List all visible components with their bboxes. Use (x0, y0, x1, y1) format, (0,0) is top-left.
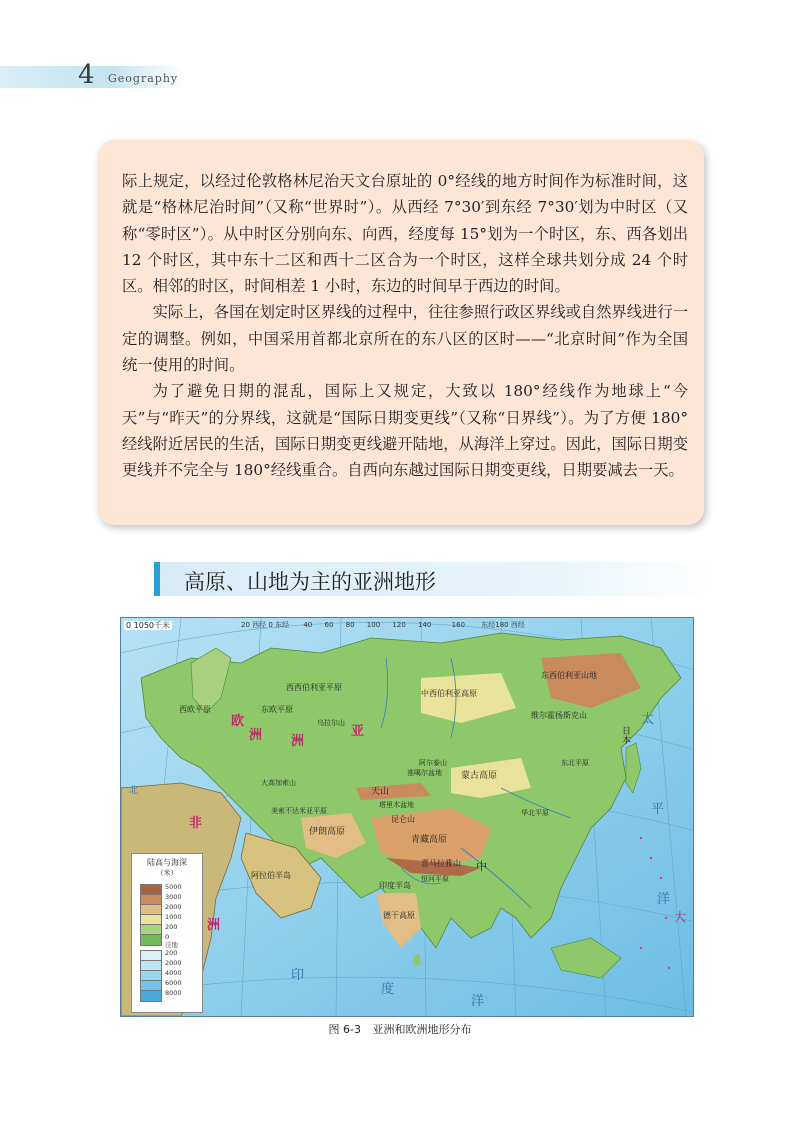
paragraph-2: 实际上，各国在划定时区界线的过程中，往往参照行政区界线或自然界线进行一定的调整。例如，中国采用首都北京所在的东八区的区时——“北京时间”作为全国统一使用的时间。 (122, 303, 688, 375)
map-label-africa: 非 (189, 816, 203, 831)
legend-label-land: 1000 (165, 913, 182, 921)
legend-swatch-sea (140, 990, 162, 1002)
map-label-pacific-2: 平 (651, 802, 665, 817)
map-label-ganges: 恒河平原 (421, 875, 449, 883)
map-label-pacific: 太 (641, 712, 655, 727)
map-label-europe: 欧 (231, 714, 245, 729)
asia-europe-terrain-map (120, 617, 694, 1017)
deg-label: 80 (345, 621, 355, 629)
map-label-africa-2: 洲 (207, 918, 221, 933)
paragraph-3: 为了避免日期的混乱，国际上又规定，大致以 180°经线作为地球上“今天”与“昨天”的分界线，这就是“国际日期变更线”（又称“日界线”）。为了方便 180°经线附近居民的生活，国际日期变更线避开陆地，从海洋上穿过。因此，国际日期变更线并不完全与 180°经线重合。自西向东越过国际日期变更线，日期要减去一天。 (122, 382, 688, 480)
map-label-deccan: 德干高原 (383, 911, 415, 920)
legend-label-land: 3000 (165, 893, 182, 901)
top-degree-labels (241, 620, 525, 630)
map-label-indian-ocean-2: 度 (381, 982, 395, 997)
section-header (154, 562, 714, 596)
map-label-junggar: 准噶尔盆地 (407, 769, 442, 777)
deg-label: 100 (366, 621, 381, 629)
legend-label-depression: 洼地 (165, 941, 178, 949)
map-label-japan: 日本 (620, 726, 630, 744)
map-label-ural: 乌拉尔山 (317, 719, 345, 727)
legend-label-sea: 6000 (165, 979, 182, 987)
legend-label-sea: 4000 (165, 969, 182, 977)
elevation-legend (131, 853, 203, 1013)
deg-label: 40 (303, 621, 313, 629)
deg-label: 西经 (252, 621, 267, 629)
page-subject: Geography (108, 72, 179, 85)
map-label-tarim: 塔里木盆地 (379, 801, 414, 809)
map-label-mesopotamia: 美索不达米亚平原 (271, 807, 327, 815)
deg-label: 20 (241, 621, 250, 629)
map-scale (124, 620, 172, 631)
map-label-kunlun: 昆仑山 (391, 815, 415, 824)
map-label-indian-peninsula: 印度半岛 (379, 881, 411, 890)
map-label-altai: 阿尔泰山 (419, 759, 447, 767)
map-label-caucasus: 大高加索山 (261, 779, 296, 787)
deg-label: 60 (324, 621, 334, 629)
info-box (98, 140, 704, 525)
map-label-indian-ocean: 印 (291, 968, 305, 983)
map-label-east-euro: 东欧平原 (261, 705, 293, 714)
map-label-indian-ocean-3: 洋 (471, 994, 485, 1009)
figure-caption (0, 1021, 800, 1037)
page-number: 4 (78, 60, 95, 90)
map-label-himalaya: 喜马拉雅山 (421, 859, 461, 868)
legend-label-sea: 2000 (165, 959, 182, 967)
legend-label-sea: 8000 (165, 989, 182, 997)
figure-title: 亚洲和欧洲地形分布 (372, 1023, 472, 1036)
map-label-central-siberia: 中西伯利亚高原 (421, 689, 477, 698)
map-label-north-china: 华北平原 (521, 809, 549, 817)
map-label-iran: 伊朗高原 (309, 827, 346, 837)
map-label-europe-2: 洲 (249, 728, 263, 743)
section-title: 高原、山地为主的亚洲地形 (184, 570, 436, 594)
deg-label: 东经180 (481, 621, 509, 629)
map-label-arabian: 阿拉伯半岛 (251, 871, 291, 880)
map-label-tibet: 青藏高原 (411, 835, 448, 845)
map-label-verkhoyansk: 维尔霍扬斯克山 (531, 711, 587, 720)
map-label-atlantic: 大 (674, 910, 687, 924)
map-label-mongolian: 蒙古高原 (461, 771, 498, 781)
section-marker (154, 562, 160, 596)
deg-label: 0 (268, 621, 273, 629)
paragraph-1: 际上规定，以经过伦敦格林尼治天文台原址的 0°经线的地方时间作为标准时间，这就是“格林尼治时间”（又称“世界时”）。从西经 7°30′到东经 7°30′划为中时区（又称“零时区”）。从中时区分别向东、向西，经度每 15°划为一个时区，东、西各划出 12 个时区，其中东十二区和西十二区合为一个时区，这样全球共划分成 24 个时区。相邻的时区，时间相差 1 小时，东边的时间早于西边的时间。 (122, 172, 688, 296)
legend-label-land: 5000 (165, 883, 182, 891)
map-label-pacific-3: 洋 (657, 892, 671, 907)
legend-label-land: 200 (165, 923, 178, 931)
legend-title: 陆高与海深 (147, 858, 187, 867)
map-label-asia-2: 洲 (291, 734, 305, 749)
legend-swatch-land (140, 934, 162, 946)
map-label-west-euro: 西欧平原 (179, 705, 211, 714)
map-label-tianshan: 天山 (371, 787, 390, 797)
legend-label-land: 2000 (165, 903, 182, 911)
deg-label: 160 (451, 621, 465, 629)
map-label-asia: 亚 (351, 724, 365, 739)
map-label-china: 中 (476, 860, 487, 873)
deg-label: 东经 (275, 621, 290, 629)
legend-label-land: 0 (165, 933, 170, 941)
legend-unit: （米） (156, 869, 178, 877)
map-label-north: 北 (129, 786, 139, 796)
legend-label-sea: 200 (165, 949, 178, 957)
figure-number: 图 6-3 (328, 1023, 361, 1036)
map-label-west-siberia: 西西伯利亚平原 (286, 683, 342, 692)
scale-label: 0 1050千米 (126, 621, 170, 630)
deg-label: 120 (392, 621, 406, 629)
map-label-east-siberia: 东西伯利亚山地 (541, 671, 597, 680)
deg-label: 西经 (510, 621, 525, 629)
map-label-northeast: 东北平原 (561, 759, 589, 767)
deg-label: 140 (418, 621, 432, 629)
